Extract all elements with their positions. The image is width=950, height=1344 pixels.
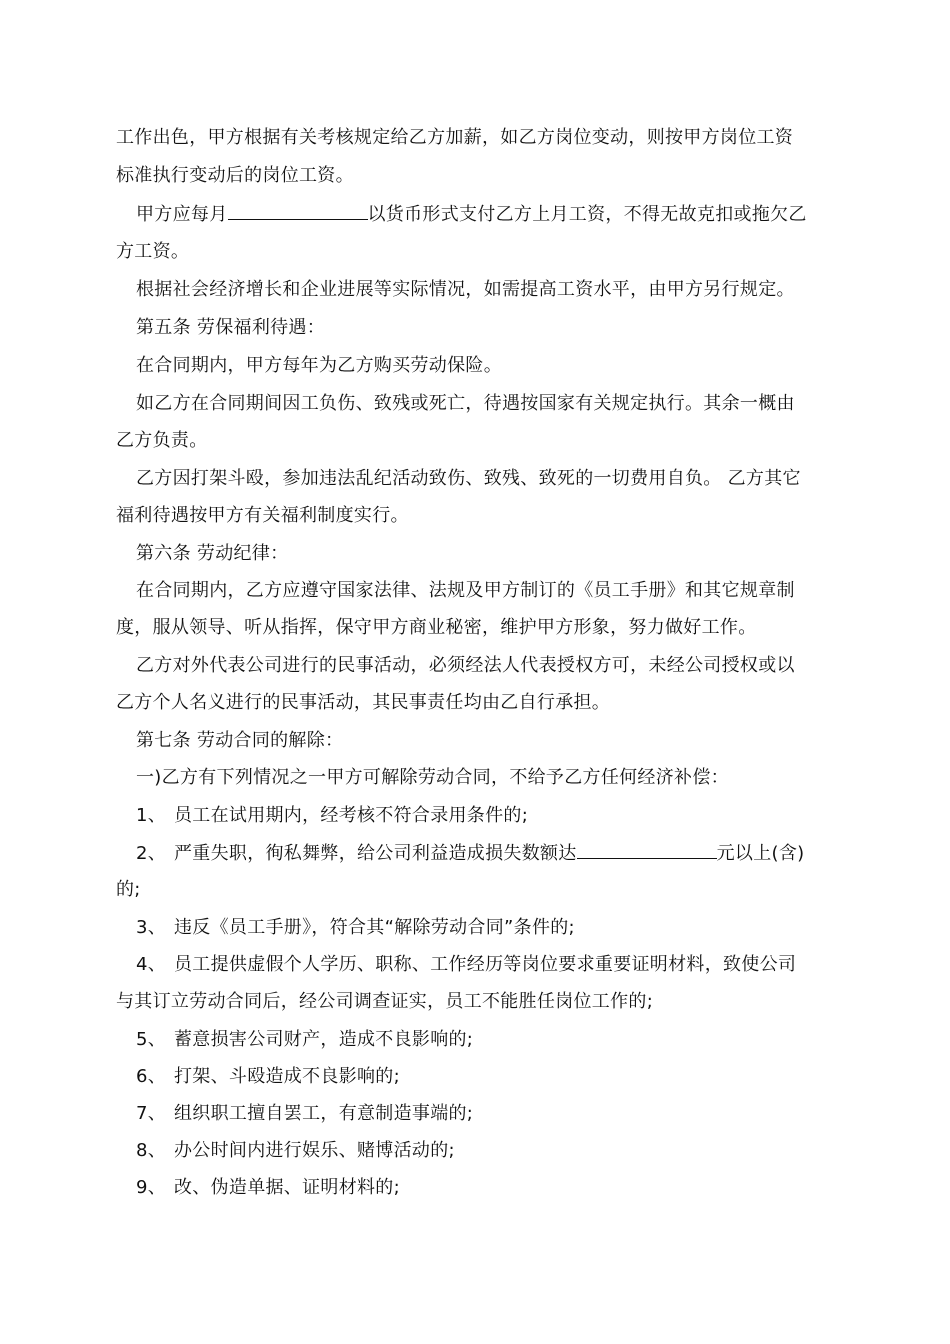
list-item (136, 1065, 400, 1089)
paragraph-line (136, 766, 729, 790)
list-number: 6、 (136, 1066, 167, 1087)
paragraph-line (116, 504, 409, 528)
text-line: 根据社会经济增长和企业进展等实际情况，如需提高工资水平，由甲方另行规定。 (136, 279, 795, 300)
text-line: 标准执行变动后的岗位工资。 (116, 165, 354, 186)
heading-text: 第七条 劳动合同的解除： (136, 730, 344, 751)
text-line: 乙方因打架斗殴，参加违法乱纪活动致伤、致残、致死的一切费用自负。 乙方其它 (136, 468, 801, 489)
section-heading (136, 729, 343, 753)
list-text: 严重失职，徇私舞弊，给公司利益造成损失数额达 (174, 843, 577, 864)
paragraph-line (116, 164, 354, 188)
list-text: 违反《员工手册》，符合其“解除劳动合同”条件的; (174, 917, 575, 938)
list-number: 3、 (136, 917, 167, 938)
paragraph-line (136, 654, 795, 678)
text-line: 工作出色，甲方根据有关考核规定给乙方加薪，如乙方岗位变动，则按甲方岗位工资 (116, 127, 794, 148)
text-line: 一)乙方有下列情况之一甲方可解除劳动合同，不给予乙方任何经济补偿： (136, 767, 729, 788)
list-text: 元以上(含) (716, 843, 805, 864)
list-text: 员工提供虚假个人学历、职称、工作经历等岗位要求重要证明材料，致使公司 (174, 954, 797, 975)
list-item-continuation (116, 990, 653, 1014)
list-item (136, 916, 575, 940)
text-line: 乙方负责。 (116, 430, 208, 451)
list-text: 办公时间内进行娱乐、赌博活动的; (174, 1140, 455, 1161)
paragraph-line (116, 616, 757, 640)
text-line: 以货币形式支付乙方上月工资，不得无故克扣或拖欠乙 (367, 204, 807, 225)
fill-in-blank (577, 841, 717, 859)
text-line: 福利待遇按甲方有关福利制度实行。 (116, 505, 409, 526)
paragraph-line (136, 354, 502, 378)
list-text: 与其订立劳动合同后，经公司调查证实，员工不能胜任岗位工作的; (116, 991, 654, 1012)
fill-in-blank (228, 202, 368, 220)
heading-text: 第五条 劳保福利待遇： (136, 317, 326, 338)
list-text: 组织职工擅自罢工，有意制造事端的; (174, 1103, 474, 1124)
section-heading (136, 316, 325, 340)
text-line: 乙方个人名义进行的民事活动，其民事责任均由乙自行承担。 (116, 692, 611, 713)
list-item-continuation (116, 878, 141, 902)
list-item (136, 1102, 473, 1126)
list-text: 改、伪造单据、证明材料的; (174, 1177, 400, 1198)
list-item (136, 953, 796, 977)
text-line: 乙方对外代表公司进行的民事活动，必须经法人代表授权方可，未经公司授权或以 (136, 655, 795, 676)
list-item (136, 804, 528, 828)
paragraph-line (116, 429, 208, 453)
paragraph-line (136, 278, 795, 302)
heading-text: 第六条 劳动纪律： (136, 543, 289, 564)
list-text: 打架、斗殴造成不良影响的; (174, 1066, 400, 1087)
text-line: 甲方应每月 (136, 204, 228, 225)
list-item (136, 1139, 455, 1163)
list-number: 9、 (136, 1177, 167, 1198)
list-text: 蓄意损害公司财产，造成不良影响的; (174, 1029, 474, 1050)
paragraph-line (136, 392, 795, 416)
section-heading (136, 542, 288, 566)
text-line: 度，服从领导、听从指挥，保守甲方商业秘密，维护甲方形象，努力做好工作。 (116, 617, 757, 638)
list-text: 的; (116, 879, 141, 900)
paragraph-line (116, 691, 610, 715)
paragraph-line (136, 579, 795, 603)
list-number: 7、 (136, 1103, 167, 1124)
text-line: 如乙方在合同期间因工负伤、致残或死亡，待遇按国家有关规定执行。其余一概由 (136, 393, 795, 414)
list-text: 员工在试用期内，经考核不符合录用条件的; (174, 805, 529, 826)
text-line: 在合同期内，甲方每年为乙方购买劳动保险。 (136, 355, 502, 376)
list-item (136, 841, 804, 866)
list-number: 8、 (136, 1140, 167, 1161)
text-line: 方工资。 (116, 241, 190, 262)
paragraph-line (136, 467, 801, 491)
list-item (136, 1028, 473, 1052)
paragraph-line (116, 126, 793, 150)
paragraph-line (116, 240, 189, 264)
paragraph-line (136, 202, 807, 227)
list-number: 1、 (136, 805, 167, 826)
list-number: 2、 (136, 843, 167, 864)
list-item (136, 1176, 400, 1200)
list-number: 4、 (136, 954, 167, 975)
list-number: 5、 (136, 1029, 167, 1050)
text-line: 在合同期内，乙方应遵守国家法律、法规及甲方制订的《员工手册》和其它规章制 (136, 580, 795, 601)
